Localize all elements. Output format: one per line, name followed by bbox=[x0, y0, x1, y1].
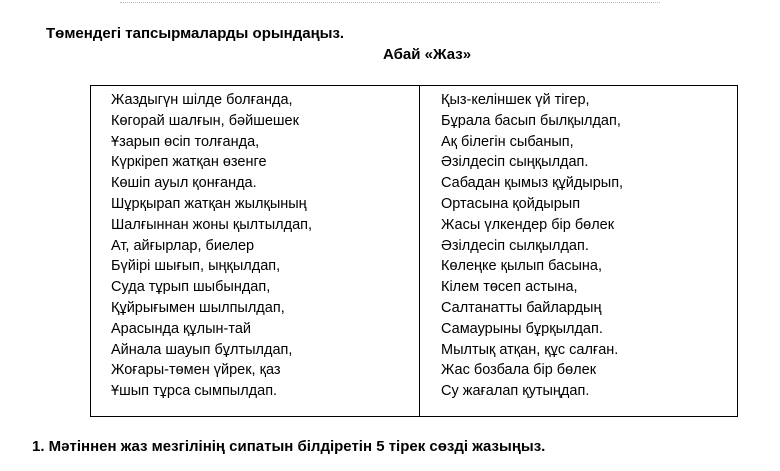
poem-line: Көлеңке қылып басына, bbox=[441, 258, 602, 275]
poem-line: Жоғары-төмен үйрек, қаз bbox=[111, 362, 281, 379]
poem-line: Су жағалап қутыңдап. bbox=[441, 383, 590, 400]
poem-line: Айнала шауып бұлтылдап, bbox=[111, 341, 293, 358]
poem-line: Жаздыгүн шілде болғанда, bbox=[111, 92, 293, 108]
poem-line: Шалғыннан жоны қылтылдап, bbox=[111, 216, 313, 233]
poem-line: Арасында құлын-тай bbox=[111, 320, 251, 337]
poem-line: Әзілдесіп сылқылдап. bbox=[441, 237, 589, 254]
poem-line: Салтанатты байлардың bbox=[441, 299, 602, 316]
poem-line: Құйрығымен шылпылдап, bbox=[111, 299, 285, 316]
question-1: 1. Мәтіннен жаз мезгілінің сипатын білдіретін 5 тірек сөзді жазыңыз. bbox=[32, 438, 546, 455]
poem-line: Кілем төсеп астына, bbox=[441, 279, 578, 296]
poem-line: Ортасына қойдырып bbox=[441, 195, 581, 212]
poem-left-column bbox=[111, 90, 312, 402]
poem-line: Бүйірі шығып, ыңқылдап, bbox=[111, 258, 281, 275]
poem-line: Жас бозбала бір бөлек bbox=[441, 362, 597, 379]
poem-line: Әзілдесіп сыңқылдап. bbox=[441, 154, 589, 171]
poem-line: Ұзарып өсіп толғанда, bbox=[111, 133, 260, 150]
poem-line: Ұшып тұрса сымпылдап. bbox=[111, 383, 278, 400]
instruction-heading: Төмендегі тапсырмаларды орындаңыз. bbox=[46, 25, 345, 42]
poem-table bbox=[90, 85, 738, 417]
poem-line: Ақ білегін сыбанып, bbox=[441, 133, 574, 150]
poem-line: Суда тұрып шыбындап, bbox=[111, 279, 271, 296]
poem-line: Күркіреп жатқан өзенге bbox=[111, 154, 267, 171]
poem-line: Көгорай шалғын, бәйшешек bbox=[111, 112, 299, 129]
poem-line: Бұрала басып былқылдап, bbox=[441, 112, 621, 129]
poem-line: Ат, айғырлар, биелер bbox=[111, 237, 255, 254]
poem-line: Қыз-келіншек үй тігер, bbox=[441, 92, 590, 108]
poem-line: Көшіп ауыл қонғанда. bbox=[111, 175, 257, 192]
poem-line: Жасы үлкендер бір бөлек bbox=[441, 216, 615, 233]
poem-right-column bbox=[441, 90, 623, 402]
poem-line: Мылтық атқан, құс салған. bbox=[441, 341, 619, 358]
poem-title: Абай «Жаз» bbox=[383, 46, 472, 63]
column-divider bbox=[419, 86, 420, 416]
poem-line: Сабадан қымыз құйдырып, bbox=[441, 175, 624, 192]
cropped-top-edge bbox=[120, 0, 660, 3]
poem-line: Шұрқырап жатқан жылқының bbox=[111, 195, 307, 212]
poem-line: Самаурыны бұрқылдап. bbox=[441, 320, 603, 337]
